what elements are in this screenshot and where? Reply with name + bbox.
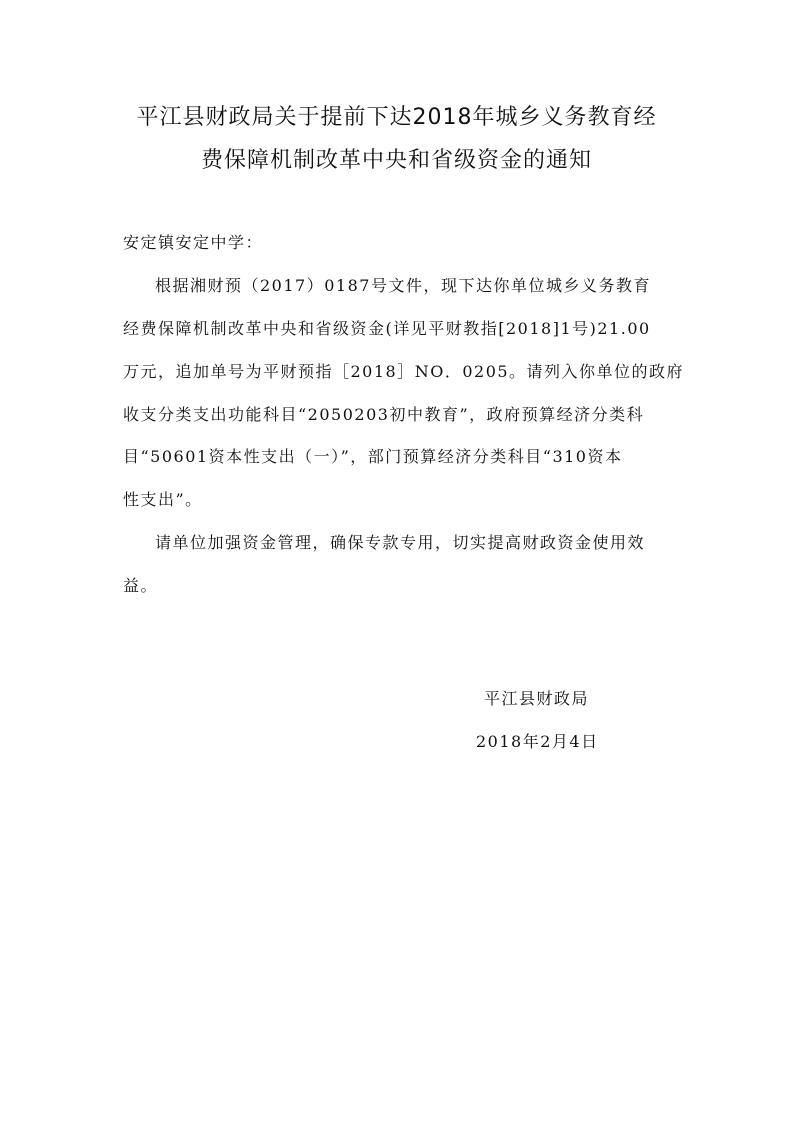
signature-organization: 平江县财政局 xyxy=(484,689,590,708)
paragraph-line: 经费保障机制改革中央和省级资金(详见平财教指[2018]1号)21.00 xyxy=(123,319,651,338)
paragraph-line: 性支出”。 xyxy=(123,490,203,509)
paragraph-line: 目“50601资本性支出（一）”，部门预算经济分类科目“310资本 xyxy=(123,447,623,466)
paragraph-line: 收支分类支出功能科目“2050203初中教育”，政府预算经济分类科 xyxy=(123,405,645,424)
paragraph-line: 万元，追加单号为平财预指［2018］NO．0205。请列入你单位的政府 xyxy=(123,362,685,381)
document-title-line-2: 费保障机制改革中央和省级资金的通知 xyxy=(200,148,592,173)
paragraph-line: 益。 xyxy=(123,576,159,595)
salutation: 安定镇安定中学： xyxy=(123,233,264,252)
paragraph-line: 请单位加强资金管理，确保专款专用，切实提高财政资金使用效 xyxy=(155,533,646,552)
document-title-line-1: 平江县财政局关于提前下达2018年城乡义务教育经 xyxy=(136,105,657,130)
signature-date: 2018年2月4日 xyxy=(476,732,599,751)
paragraph-line: 根据湘财预（2017）0187号文件，现下达你单位城乡义务教育 xyxy=(155,276,651,295)
